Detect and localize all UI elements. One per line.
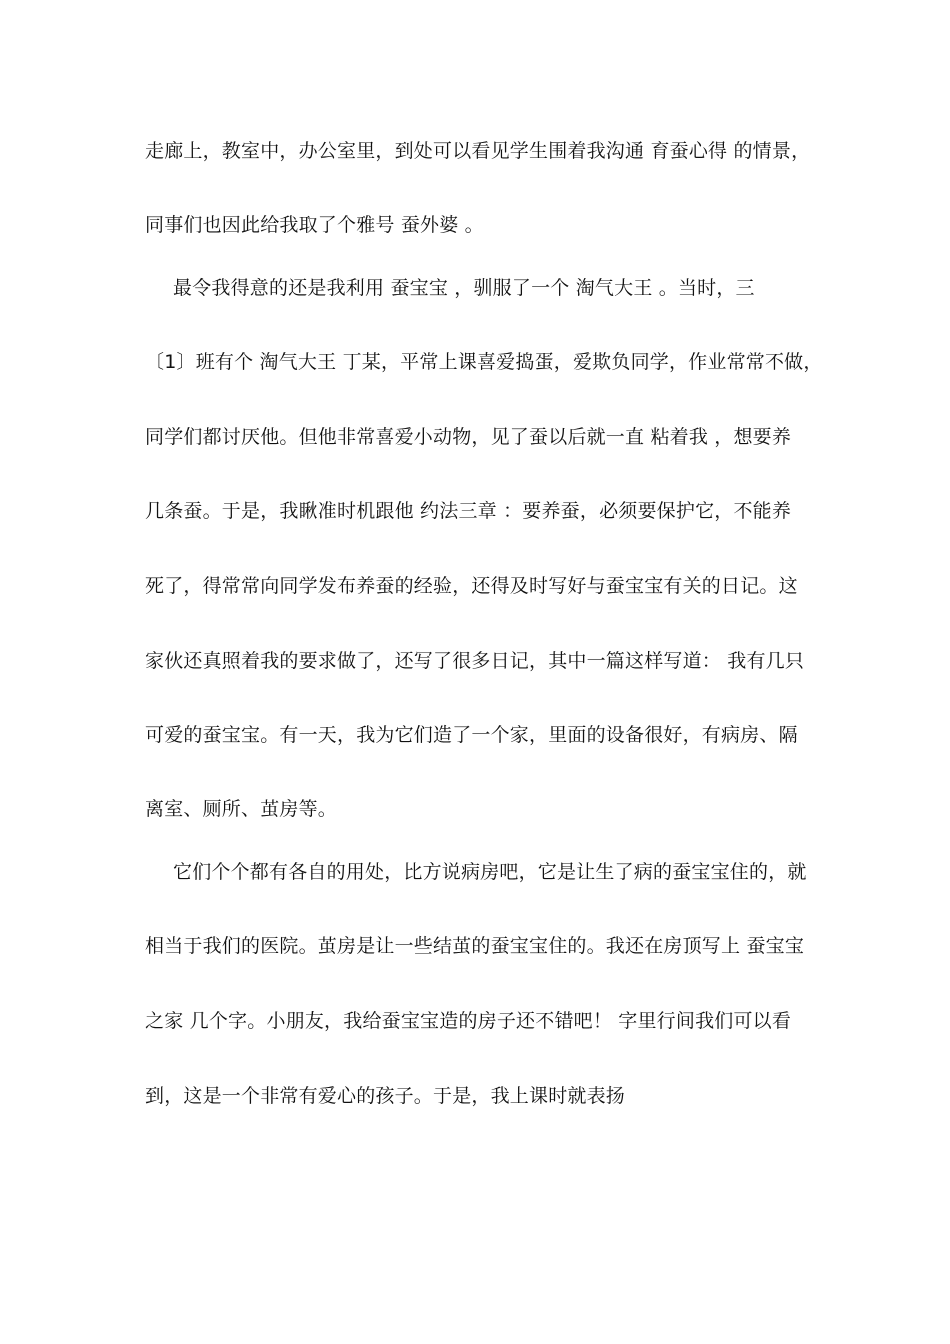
text-line: 到，这是一个非常有爱心的孩子。于是，我上课时就表扬 [145, 1085, 626, 1107]
text-line: 离室、厕所、茧房等。 [145, 798, 338, 820]
text-line: 几条蚕。于是，我瞅准时机跟他 约法三章 ：要养蚕，必须要保护它，不能养 [145, 500, 792, 522]
paragraph-start-line: 最令我得意的还是我利用 蚕宝宝 ，驯服了一个 淘气大王 。当时，三 [173, 277, 755, 299]
text-line: 同学们都讨厌他。但他非常喜爱小动物，见了蚕以后就一直 粘着我 ，想要养 [145, 426, 792, 448]
text-line: 同事们也因此给我取了个雅号 蚕外婆 。 [145, 214, 484, 236]
text-line: 〔1〕班有个 淘气大王 丁某，平常上课喜爱捣蛋，爱欺负同学，作业常常不做， [145, 351, 823, 373]
text-line: 家伙还真照着我的要求做了，还写了很多日记，其中一篇这样写道： 我有几只 [145, 650, 805, 672]
text-line: 之家 几个字。小朋友，我给蚕宝宝造的房子还不错吧！ 字里行间我们可以看 [145, 1010, 792, 1032]
text-line: 可爱的蚕宝宝。有一天，我为它们造了一个家，里面的设备很好，有病房、隔 [145, 724, 798, 746]
text-line: 相当于我们的医院。茧房是让一些结茧的蚕宝宝住的。我还在房顶写上 蚕宝宝 [145, 935, 805, 957]
text-line: 走廊上，教室中，办公室里，到处可以看见学生围着我沟通 育蚕心得 的情景， [145, 140, 811, 162]
text-line: 死了，得常常向同学发布养蚕的经验，还得及时写好与蚕宝宝有关的日记。这 [145, 575, 798, 597]
paragraph-start-line: 它们个个都有各自的用处，比方说病房吧，它是让生了病的蚕宝宝住的，就 [173, 861, 807, 883]
